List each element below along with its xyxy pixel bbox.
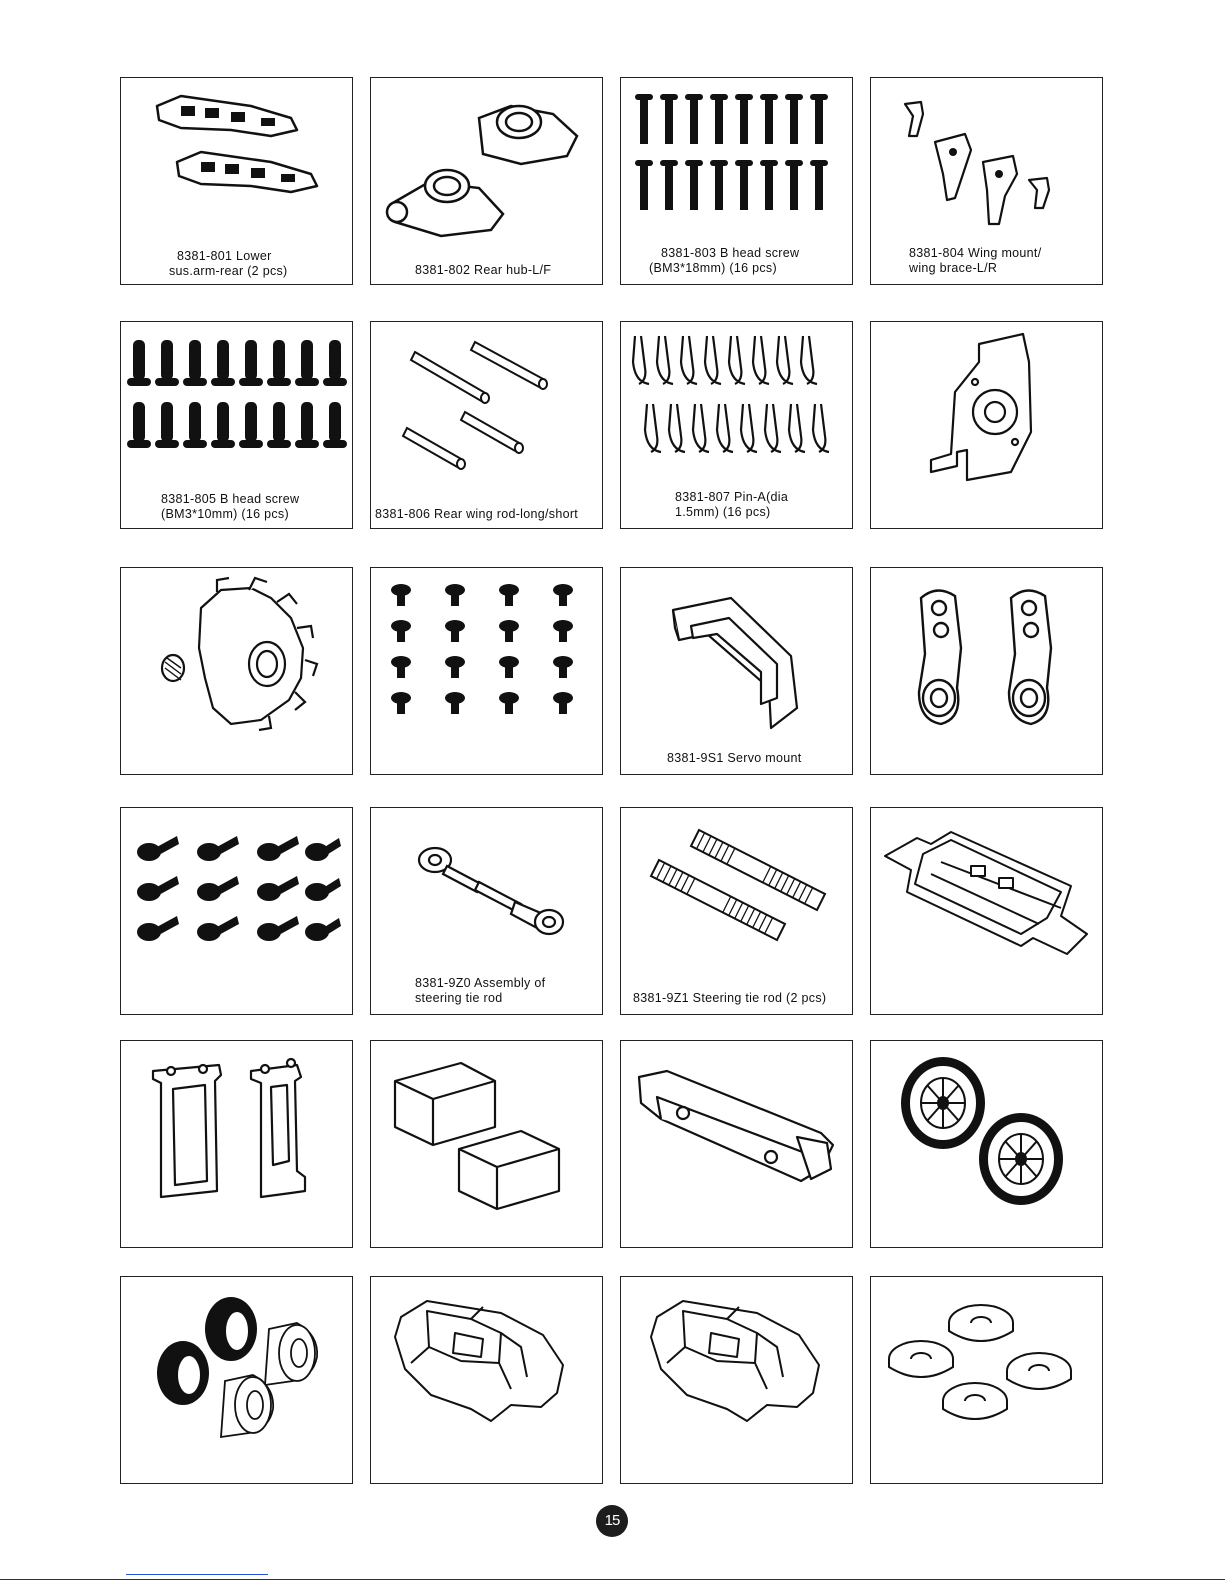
- pinion-gear-icon: [121, 568, 354, 776]
- footer-rule: [0, 1579, 1225, 1580]
- wheels-icon: [871, 1041, 1104, 1249]
- round-head-screws-icon: [121, 808, 354, 1016]
- part-caption-line-1: 8381-804 Wing mount/: [909, 246, 1042, 260]
- part-caption-line-1: 8381-807 Pin-A(dia: [675, 490, 789, 504]
- part-cell-round-screws-12: [120, 807, 353, 1015]
- shock-towers-icon: [121, 1041, 354, 1249]
- servo-mount-icon: [621, 568, 854, 776]
- part-cell-shock-towers: [120, 1040, 353, 1248]
- part-cell-rear-wing: [620, 1040, 853, 1248]
- part-caption-line-1: 8381-802 Rear hub-L/F: [415, 263, 552, 277]
- body-shell-icon: [371, 1277, 604, 1485]
- part-cell-8381-9S1: [620, 567, 853, 775]
- part-cell-tires-foams: [120, 1276, 353, 1484]
- part-caption-line-1: 8381-801 Lower: [177, 249, 272, 263]
- threaded-rods-icon: [621, 808, 854, 1016]
- part-caption-line-1: 8381-806 Rear wing rod-long/short: [375, 507, 579, 521]
- part-cell-pinion-gear: [120, 567, 353, 775]
- part-caption-line-2: (BM3*18mm) (16 pcs): [649, 261, 777, 275]
- washers-icon: [871, 1277, 1104, 1485]
- part-caption-line-1: 8381-9Z0 Assembly of: [415, 976, 546, 990]
- part-caption-line-1: 8381-9Z1 Steering tie rod (2 pcs): [633, 991, 827, 1005]
- part-cell-8381-803: [620, 77, 853, 285]
- part-caption-line-1: 8381-9S1 Servo mount: [667, 751, 802, 765]
- footer-link-underline[interactable]: [126, 1574, 268, 1575]
- part-cell-8381-802: [370, 77, 603, 285]
- part-cell-chassis: [870, 807, 1103, 1015]
- part-cell-8381-806: [370, 321, 603, 529]
- motor-mount-icon: [871, 322, 1104, 530]
- body-shell-icon: [621, 1277, 854, 1485]
- part-cell-8381-805: [120, 321, 353, 529]
- wing-rods-icon: [371, 322, 604, 530]
- part-cell-body-shell-2: [620, 1276, 853, 1484]
- part-cell-8381-9Z0: [370, 807, 603, 1015]
- battery-box-icon: [371, 1041, 604, 1249]
- part-cell-battery-box: [370, 1040, 603, 1248]
- part-cell-8381-9Z1: [620, 807, 853, 1015]
- chassis-icon: [871, 808, 1104, 1016]
- part-caption-line-2: sus.arm-rear (2 pcs): [169, 264, 288, 278]
- part-cell-round-screws-16: [370, 567, 603, 775]
- part-cell-8381-804: [870, 77, 1103, 285]
- page-number: 15: [596, 1505, 628, 1537]
- tires-and-foams-icon: [121, 1277, 354, 1485]
- part-caption-line-2: steering tie rod: [415, 991, 503, 1005]
- round-head-screws-icon: [371, 568, 604, 776]
- part-caption-line-1: 8381-803 B head screw: [661, 246, 800, 260]
- part-cell-wheels: [870, 1040, 1103, 1248]
- part-cell-8381-801: [120, 77, 353, 285]
- part-cell-8381-807: [620, 321, 853, 529]
- part-cell-motor-mount: [870, 321, 1103, 529]
- part-cell-body-shell-1: [370, 1276, 603, 1484]
- rear-hub-icon: [371, 78, 604, 286]
- part-cell-servo-saver: [870, 567, 1103, 775]
- part-caption-line-2: 1.5mm) (16 pcs): [675, 505, 771, 519]
- part-caption-line-2: (BM3*10mm) (16 pcs): [161, 507, 289, 521]
- part-caption-line-2: wing brace-L/R: [909, 261, 998, 275]
- rear-wing-icon: [621, 1041, 854, 1249]
- part-cell-washers: [870, 1276, 1103, 1484]
- part-caption-line-1: 8381-805 B head screw: [161, 492, 300, 506]
- servo-saver-arms-icon: [871, 568, 1104, 776]
